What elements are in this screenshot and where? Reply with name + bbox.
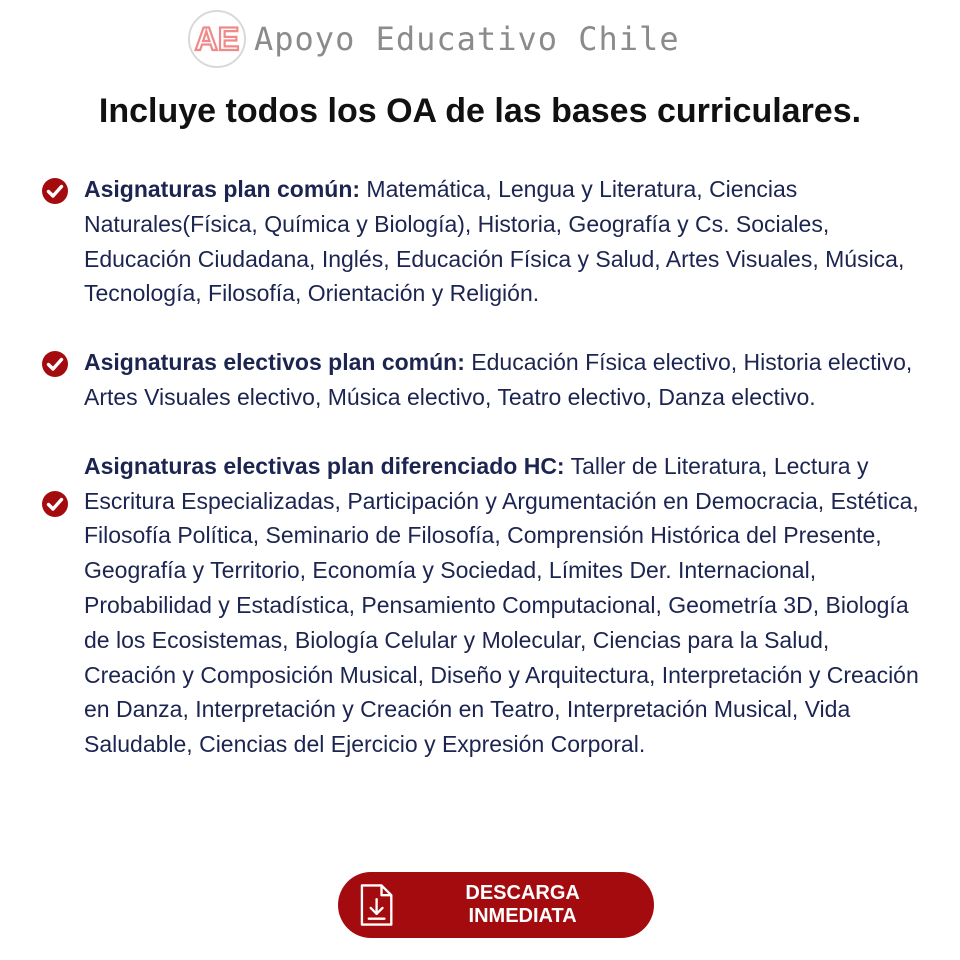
download-button-label: DESCARGA INMEDIATA <box>465 882 580 927</box>
download-button[interactable] <box>338 872 654 938</box>
feature-text <box>84 172 920 311</box>
page-title: Incluye todos los OA de las bases curriculares. <box>98 92 862 130</box>
svg-text:AE: AE <box>194 21 240 57</box>
feature-title: Asignaturas plan común: <box>84 176 361 202</box>
file-download-icon <box>358 882 395 928</box>
brand-logo <box>188 10 246 68</box>
feature-description: Taller de Literatura, Lectura y Escritura Especializadas, Participación y Argumentación en Democracia, Estética, Filosofía Política, Seminario de Filosofía, Comprensión Histórica del Presente, Geografía y Territorio, Economía y Sociedad, Límites Der. Internacional, Probabilidad y Estadística, Pensamiento Computacional, Geometría 3D, Biología de los Ecosistemas, Biología Celular y Molecular, Ciencias para la Salud, Creación y Composición Musical, Diseño y Arquitectura, Interpretación y Creación en Danza, Interpretación y Creación en Teatro, Interpretación Musical, Vida Saludable, Ciencias del Ejercicio y Expresión Corporal. <box>84 452 919 758</box>
check-circle-icon <box>40 489 70 519</box>
feature-text <box>84 345 920 415</box>
feature-title: Asignaturas electivas plan diferenciado HC: <box>84 452 565 479</box>
check-circle-icon <box>40 349 70 379</box>
feature-title: Asignaturas electivos plan común: <box>84 349 465 376</box>
check-circle-icon <box>40 176 70 206</box>
ae-logo-icon <box>194 19 240 59</box>
feature-item-electivos-plan-comun <box>40 345 920 415</box>
feature-description: Matemática, Lengua y Literatura, Ciencias Naturales(Física, Química y Biología), Historia, Geografía y Cs. Sociales, Educación Ciudadana, Inglés, Educación Física y Salud, Artes Visuales, Música, Tecnología, Filosofía, Orientación y Religión. <box>84 176 905 307</box>
feature-description: Educación Física electivo, Historia electivo, Artes Visuales electivo, Música electivo, Teatro electivo, Danza electivo. <box>84 349 913 410</box>
feature-item-plan-comun <box>40 172 920 311</box>
feature-text <box>84 449 920 762</box>
brand-name: Apoyo Educativo Chile <box>254 20 680 58</box>
feature-list <box>40 172 920 796</box>
feature-item-plan-diferenciado <box>40 449 920 762</box>
brand-header <box>188 10 680 68</box>
